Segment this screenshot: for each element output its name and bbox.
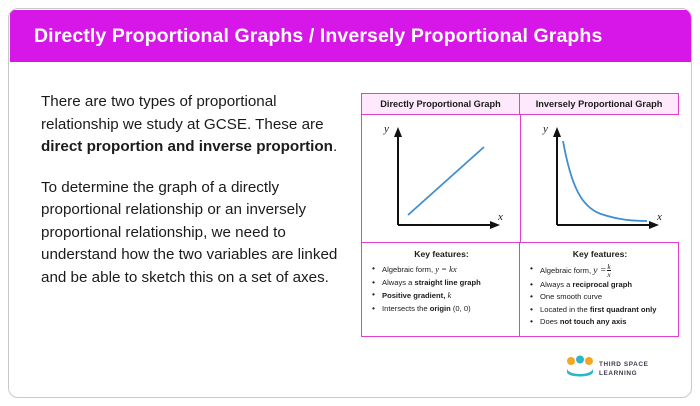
inverse-graph-y-label: y — [543, 123, 548, 135]
info-card — [8, 8, 692, 398]
feature-text: Algebraic form, — [540, 266, 594, 275]
direct-proportion-graph — [362, 115, 521, 243]
list-item — [538, 263, 674, 279]
feature-emphasis: reciprocal graph — [572, 279, 633, 289]
list-item — [380, 303, 515, 315]
paragraph-two: To determine the graph of a directly proportional relationship or an inversely proportional relationship, we need to understand how the two variables are linked and be able to sketch this on a set of axes. — [41, 178, 338, 286]
feature-text: Algebraic form, — [382, 265, 436, 274]
list-item — [380, 263, 515, 277]
inverse-feature-list — [526, 263, 674, 328]
feature-text: Always a — [540, 279, 573, 289]
logo-line-one: THIRD SPACE — [599, 361, 649, 368]
feature-text: Always a — [382, 277, 415, 287]
page-title: Directly Proportional Graphs / Inversely Proportional Graphs — [34, 24, 603, 47]
feature-tail: (0, 0) — [450, 304, 471, 314]
feature-emphasis: not touch any axis — [559, 316, 627, 326]
list-item — [380, 277, 515, 289]
feature-math: y = kx — [435, 264, 457, 274]
paragraph-one-emphasis: direct proportion and inverse proportion — [41, 138, 333, 155]
feature-math: k — [447, 290, 452, 301]
list-item — [380, 289, 515, 303]
direct-feature-list — [368, 263, 515, 315]
header-banner — [10, 10, 692, 62]
explanation-text — [41, 91, 341, 307]
feature-emphasis: straight line graph — [414, 277, 481, 287]
feature-text: Located in the — [540, 304, 590, 314]
logo-mark-icon — [565, 355, 595, 379]
feature-math: y = — [593, 265, 607, 276]
table-header-row — [362, 94, 678, 115]
direct-graph-y-label: y — [384, 123, 389, 135]
feature-text: Does — [540, 316, 560, 326]
feature-text: Intersects the — [382, 304, 430, 314]
direct-key-features-title: Key features: — [414, 249, 469, 259]
inverse-key-features-title: Key features: — [572, 249, 628, 259]
logo-wordmark — [599, 360, 648, 379]
feature-text: One smooth curve — [540, 292, 603, 302]
paragraph-one-tail: . — [332, 138, 338, 155]
inverse-graph-x-label: x — [657, 211, 662, 223]
table-header-direct: Directly Proportional Graph — [362, 94, 520, 115]
third-space-learning-logo — [565, 355, 673, 385]
list-item — [538, 279, 674, 291]
feature-emphasis: first quadrant only — [589, 304, 657, 314]
list-item — [538, 291, 674, 303]
feature-emphasis: Positive gradient, — [382, 291, 446, 301]
list-item — [538, 316, 674, 328]
table-features-row — [362, 243, 678, 336]
fraction-k-over-x: $\frac{k}{x}$ — [607, 261, 611, 279]
logo-line-two: LEARNING — [599, 370, 638, 378]
table-graph-row — [362, 115, 678, 243]
comparison-table — [361, 93, 679, 337]
paragraph-one — [41, 91, 341, 159]
inverse-proportion-graph — [521, 115, 679, 243]
table-header-inverse: Inversely Proportional Graph — [520, 94, 678, 115]
feature-emphasis: origin — [429, 304, 451, 314]
direct-graph-x-label: x — [498, 211, 503, 223]
direct-key-features — [362, 243, 520, 336]
list-item — [538, 304, 674, 316]
paragraph-one-lead: There are two types of proportional relationship we study at GCSE. These are — [41, 93, 324, 133]
inverse-key-features — [520, 243, 678, 336]
